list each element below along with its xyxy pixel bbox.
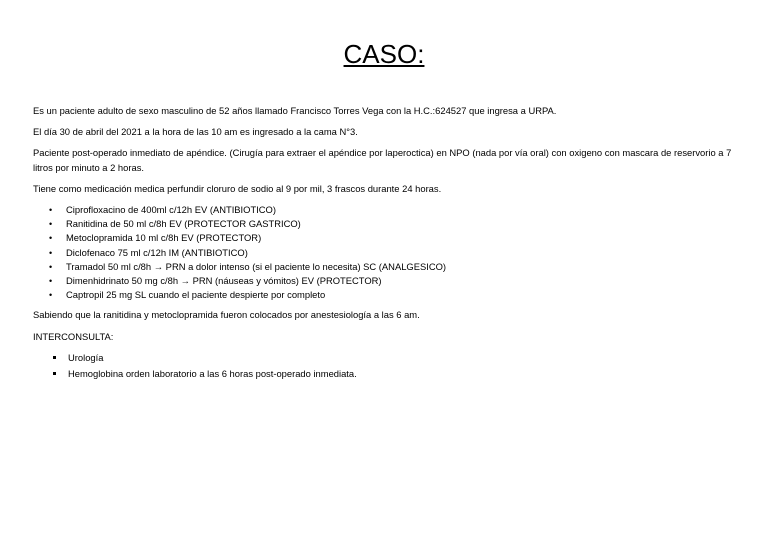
- list-item: Hemoglobina orden laboratorio a las 6 horas post-operado inmediata.: [33, 367, 733, 381]
- list-item: • Captropil 25 mg SL cuando el paciente despierte por completo: [33, 288, 733, 302]
- page-title: CASO:: [343, 39, 425, 69]
- list-item: • Metoclopramida 10 ml c/8h EV (PROTECTOR): [33, 231, 733, 245]
- interconsulta-list: [33, 351, 733, 381]
- list-item: • Ciprofloxacino de 400ml c/12h EV (ANTIBIOTICO): [33, 203, 733, 217]
- paragraph-admission: El día 30 de abril del 2021 a la hora de las 10 am es ingresado a la cama N°3.: [33, 126, 358, 138]
- list-item: • Dimenhidrinato 50 mg c/8h → PRN (náuseas y vómitos) EV (PROTECTOR): [33, 274, 733, 288]
- interconsulta-label: INTERCONSULTA:: [33, 330, 114, 342]
- paragraph-medication: Tiene como medicación medica perfundir cloruro de sodio al 9 por mil, 3 frascos durante 24 horas.: [33, 182, 442, 194]
- list-item: • Ranitidina de 50 ml c/8h EV (PROTECTOR GASTRICO): [33, 217, 733, 231]
- list-item: Urología: [33, 351, 733, 365]
- paragraph-note: Sabiendo que la ranitidina y metoclopramida fueron colocados por anestesiología a las 6 am.: [33, 309, 420, 321]
- paragraph-patient: Es un paciente adulto de sexo masculino de 52 años llamado Francisco Torres Vega con la H.C.:624527 que ingresa a URPA.: [33, 105, 557, 116]
- medication-list: [33, 203, 733, 302]
- paragraph-postop: Paciente post-operado inmediato de apéndice. (Cirugía para extraer el apéndice por laperoctica) en NPO (nada por vía oral) con oxigeno con mascara de reservorio a 7 litros por minuto a 2 horas.: [33, 147, 732, 173]
- list-item: • Diclofenaco 75 ml c/12h IM (ANTIBIOTICO): [33, 246, 733, 260]
- document-body: [33, 104, 733, 387]
- list-item: • Tramadol 50 ml c/8h → PRN a dolor intenso (si el paciente lo necesita) SC (ANALGESICO): [33, 260, 733, 274]
